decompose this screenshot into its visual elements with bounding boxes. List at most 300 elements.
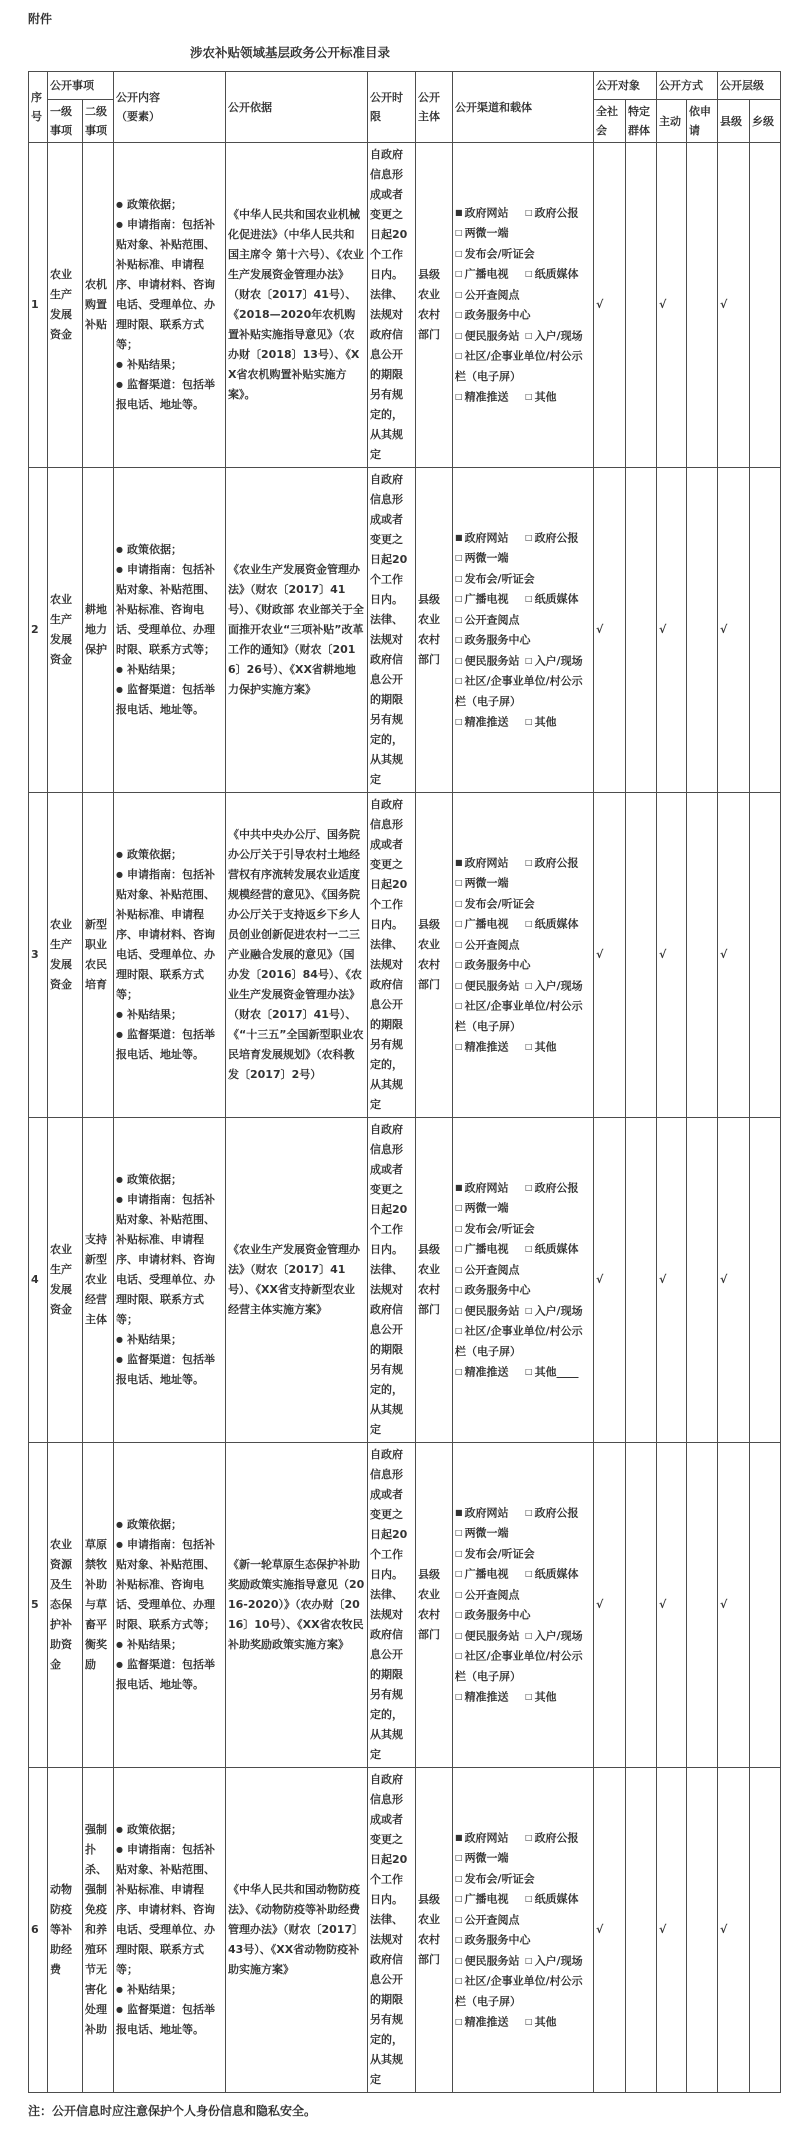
- checkbox-empty-icon: □: [455, 1853, 463, 1863]
- channel-line: [455, 671, 591, 712]
- cell-basis: 《中华人民共和国动物防疫法》、《动物防疫等补助经费管理办法》（财农〔2017〕43号）、《XX省动物防疫补助实施方案》: [226, 1768, 368, 2093]
- channel-option: [455, 1828, 525, 1849]
- checkbox-empty-icon: □: [455, 635, 463, 645]
- cell-check-county: √: [718, 793, 750, 1118]
- channel-label: 便民服务站: [464, 1954, 520, 1968]
- channel-line: [455, 528, 591, 549]
- checkbox-empty-icon: □: [525, 1305, 533, 1315]
- channel-option: [525, 264, 591, 285]
- cell-check-on-request: [687, 793, 718, 1118]
- cell-check-specific: [626, 1118, 657, 1443]
- checkbox-empty-icon: □: [455, 573, 463, 583]
- channel-line: [455, 651, 591, 672]
- col-header-time-limit: 公开时限: [368, 72, 416, 143]
- channel-option: [455, 853, 525, 874]
- channel-line: [455, 548, 591, 589]
- checkbox-empty-icon: □: [455, 1366, 463, 1376]
- channel-option: [455, 1930, 591, 1951]
- channel-option: [525, 976, 591, 997]
- channel-option: [455, 873, 525, 894]
- content-bullet-item: ● 申请指南：包括补贴对象、补贴范围、补贴标准、申请程序、申请材料、咨询电话、受理单位、办理时限、联系方式等；: [116, 215, 223, 355]
- checkbox-empty-icon: □: [455, 1976, 463, 1986]
- checkbox-empty-icon: □: [455, 716, 463, 726]
- channel-option: [455, 1646, 591, 1687]
- channel-option: [525, 528, 591, 549]
- channel-line: [455, 326, 591, 347]
- cell-check-specific: [626, 468, 657, 793]
- col-header-target-specific: 特定群体: [626, 100, 657, 143]
- channel-label: 公开查阅点: [464, 1588, 520, 1602]
- checkbox-empty-icon: □: [455, 330, 463, 340]
- cell-check-all-society: √: [594, 1443, 626, 1768]
- cell-seq: 3: [29, 793, 48, 1118]
- checkbox-empty-icon: □: [525, 1955, 533, 1965]
- cell-check-on-request: [687, 1768, 718, 2093]
- content-bullet-item: ● 补贴结果；: [116, 355, 223, 375]
- content-bullet-item: ● 政策依据；: [116, 845, 223, 865]
- channel-line: [455, 914, 591, 935]
- channel-label: 精准推送: [464, 1365, 509, 1379]
- channel-label: 政府公报: [534, 1506, 579, 1520]
- checkbox-empty-icon: □: [525, 1507, 533, 1517]
- channel-line: [455, 1889, 591, 1910]
- channel-option: [455, 1889, 525, 1910]
- channel-option: [455, 1523, 525, 1544]
- channel-line: [455, 873, 591, 914]
- checkbox-empty-icon: □: [525, 1366, 533, 1376]
- table-row: [29, 143, 781, 468]
- channel-option: [525, 1503, 591, 1524]
- channel-label: 社区/企事业单位/村公示栏（电子屏）: [455, 999, 583, 1033]
- channel-option: [455, 976, 525, 997]
- channel-option: [455, 1301, 525, 1322]
- channel-label: 政务服务中心: [464, 308, 531, 322]
- channel-option: [455, 1564, 525, 1585]
- checkbox-empty-icon: □: [525, 330, 533, 340]
- checkbox-empty-icon: □: [455, 289, 463, 299]
- content-bullet-item: ● 申请指南：包括补贴对象、补贴范围、补贴标准、申请程序、申请材料、咨询电话、受理单位、办理时限、联系方式等；: [116, 1190, 223, 1330]
- cell-subject: 县级农业农村部门: [416, 793, 453, 1118]
- checkbox-empty-icon: □: [455, 939, 463, 949]
- cell-time-limit: 自政府信息形成或者变更之日起20个工作日内。法律、法规对政府信息公开的期限另有规定的，从其规定: [368, 143, 416, 468]
- cell-content: [114, 468, 226, 793]
- cell-level2: 农机购置补贴: [83, 143, 114, 468]
- cell-check-active: √: [657, 1118, 687, 1443]
- channel-option: [455, 671, 591, 712]
- cell-check-active: √: [657, 468, 687, 793]
- cell-check-township: [750, 1768, 781, 2093]
- channel-option: [525, 387, 591, 408]
- channel-option: [455, 589, 525, 610]
- col-header-level-county: 县级: [718, 100, 750, 143]
- channel-label: 广播电视: [464, 592, 509, 606]
- checkbox-empty-icon: □: [455, 248, 463, 258]
- channel-label: 精准推送: [464, 2015, 509, 2029]
- checkbox-empty-icon: □: [455, 351, 463, 361]
- channel-option: [525, 853, 591, 874]
- channel-option: [525, 1828, 591, 1849]
- channel-option: [455, 569, 591, 590]
- content-bullet-item: ● 补贴结果；: [116, 1980, 223, 2000]
- channel-option: [455, 305, 591, 326]
- checkbox-empty-icon: □: [455, 1894, 463, 1904]
- checkbox-empty-icon: □: [455, 594, 463, 604]
- table-row: [29, 1118, 781, 1443]
- checkbox-empty-icon: □: [455, 1955, 463, 1965]
- channel-label: 广播电视: [464, 1242, 509, 1256]
- checkbox-empty-icon: □: [525, 594, 533, 604]
- cell-check-county: √: [718, 1768, 750, 2093]
- checkbox-empty-icon: □: [455, 1589, 463, 1599]
- content-bullet-item: ● 监督渠道：包括举报电话、地址等。: [116, 1025, 223, 1065]
- cell-basis: 《中华人民共和国农业机械化促进法》（中华人民共和国主席令 第十六号）、《农业生产发展资金管理办法》（财农〔2017〕41号）、《2018—2020年农机购置补贴实施指导意见》（农办财〔2018〕13号）、《XX省农机购置补贴实施方案》。: [226, 143, 368, 468]
- checkbox-empty-icon: □: [525, 1691, 533, 1701]
- channel-line: [455, 1362, 591, 1383]
- channel-option: [455, 894, 591, 915]
- content-bullet-item: ● 政策依据；: [116, 540, 223, 560]
- content-bullet-item: ● 监督渠道：包括举报电话、地址等。: [116, 1655, 223, 1695]
- channel-line: [455, 1848, 591, 1889]
- cell-level2: 强制扑杀、强制免疫和养殖环节无害化处理补助: [83, 1768, 114, 2093]
- channel-line: [455, 1178, 591, 1199]
- table-row: [29, 793, 781, 1118]
- checkbox-empty-icon: □: [525, 1569, 533, 1579]
- channel-label: 入户/现场: [534, 979, 583, 993]
- channel-label: 两微一端: [464, 226, 509, 240]
- checkbox-empty-icon: □: [455, 1691, 463, 1701]
- channel-line: [455, 1951, 591, 1972]
- channel-option: [525, 1301, 591, 1322]
- channel-label: 社区/企事业单位/村公示栏（电子屏）: [455, 349, 583, 383]
- col-header-seq: 序号: [29, 72, 48, 143]
- channel-option: [525, 203, 591, 224]
- cell-check-active: √: [657, 793, 687, 1118]
- channel-option: [455, 630, 591, 651]
- channel-label: 政务服务中心: [464, 1933, 531, 1947]
- channel-line: [455, 1585, 591, 1626]
- channel-line: [455, 1321, 591, 1362]
- channel-option: [525, 914, 591, 935]
- content-bullet-item: ● 政策依据；: [116, 1515, 223, 1535]
- cell-check-township: [750, 1443, 781, 1768]
- channel-option: [525, 326, 591, 347]
- channel-option: [525, 589, 591, 610]
- checkbox-empty-icon: □: [455, 310, 463, 320]
- channel-option: [455, 1280, 591, 1301]
- channel-line: [455, 1260, 591, 1301]
- channel-line: [455, 1626, 591, 1647]
- col-header-matter: 公开事项: [48, 72, 114, 100]
- checkbox-empty-icon: □: [525, 1894, 533, 1904]
- channel-option: [455, 1848, 525, 1869]
- content-bullet-item: ● 申请指南：包括补贴对象、补贴范围、补贴标准、咨询电话、受理单位、办理时限、联系方式等；: [116, 560, 223, 660]
- channel-line: [455, 2012, 591, 2033]
- channel-label: 政府网站: [464, 531, 509, 545]
- checkbox-empty-icon: □: [525, 1041, 533, 1051]
- checkbox-filled-icon: ■: [455, 532, 463, 542]
- cell-check-county: √: [718, 468, 750, 793]
- cell-seq: 6: [29, 1768, 48, 2093]
- table-row: [29, 468, 781, 793]
- checkbox-empty-icon: □: [525, 980, 533, 990]
- channel-line: [455, 976, 591, 997]
- content-bullet-item: ● 补贴结果；: [116, 660, 223, 680]
- cell-level1: 农业生产发展资金: [48, 793, 83, 1118]
- channel-line: [455, 1971, 591, 2012]
- channel-label: 其他: [534, 715, 557, 729]
- channel-label: 广播电视: [464, 267, 509, 281]
- channel-option: [525, 712, 591, 733]
- checkbox-empty-icon: □: [455, 228, 463, 238]
- channel-option: [455, 1687, 525, 1708]
- channel-option: [525, 1889, 591, 1910]
- channel-option: [455, 203, 525, 224]
- channel-label: 政务服务中心: [464, 958, 531, 972]
- cell-check-active: √: [657, 1768, 687, 2093]
- checkbox-empty-icon: □: [455, 1203, 463, 1213]
- channel-option: [455, 1585, 525, 1606]
- cell-check-all-society: √: [594, 1768, 626, 2093]
- cell-seq: 1: [29, 143, 48, 468]
- cell-content: [114, 1443, 226, 1768]
- cell-seq: 5: [29, 1443, 48, 1768]
- channel-label: 发布会/听证会: [464, 247, 535, 261]
- cell-check-specific: [626, 1768, 657, 2093]
- cell-content: [114, 1768, 226, 2093]
- col-header-content: [114, 72, 226, 143]
- channel-option: [455, 914, 525, 935]
- channel-label: 其他____: [534, 1365, 579, 1379]
- col-header-subject: 公开主体: [416, 72, 453, 143]
- channel-option: [455, 1178, 525, 1199]
- col-header-level: 公开层级: [718, 72, 781, 100]
- channel-label: 政府公报: [534, 531, 579, 545]
- channel-option: [455, 712, 525, 733]
- content-bullet-item: ● 政策依据；: [116, 195, 223, 215]
- channel-label: 其他: [534, 1690, 557, 1704]
- content-bullet-item: ● 补贴结果；: [116, 1635, 223, 1655]
- checkbox-filled-icon: ■: [455, 207, 463, 217]
- channel-line: [455, 1503, 591, 1524]
- channel-label: 入户/现场: [534, 329, 583, 343]
- cell-channels: [453, 1443, 594, 1768]
- col-header-method-request: 依申请: [687, 100, 718, 143]
- col-header-method: 公开方式: [657, 72, 718, 100]
- cell-subject: 县级农业农村部门: [416, 1443, 453, 1768]
- channel-label: 广播电视: [464, 1567, 509, 1581]
- channel-option: [455, 996, 591, 1037]
- cell-check-all-society: √: [594, 1118, 626, 1443]
- channel-label: 两微一端: [464, 1851, 509, 1865]
- channel-option: [455, 1198, 525, 1219]
- content-bullet-item: ● 监督渠道：包括举报电话、地址等。: [116, 375, 223, 415]
- channel-option: [525, 1564, 591, 1585]
- channel-label: 广播电视: [464, 1892, 509, 1906]
- channel-label: 政府公报: [534, 206, 579, 220]
- channel-label: 社区/企事业单位/村公示栏（电子屏）: [455, 1974, 583, 2008]
- channel-line: [455, 387, 591, 408]
- checkbox-empty-icon: □: [455, 1305, 463, 1315]
- cell-level1: 农业生产发展资金: [48, 1118, 83, 1443]
- cell-time-limit: 自政府信息形成或者变更之日起20个工作日内。法律、法规对政府信息公开的期限另有规定的，从其规定: [368, 793, 416, 1118]
- channel-option: [455, 528, 525, 549]
- channel-label: 政府网站: [464, 206, 509, 220]
- channel-label: 发布会/听证会: [464, 897, 535, 911]
- cell-check-township: [750, 793, 781, 1118]
- cell-check-county: √: [718, 143, 750, 468]
- channel-label: 政府网站: [464, 1181, 509, 1195]
- channel-line: [455, 1646, 591, 1687]
- channel-label: 便民服务站: [464, 979, 520, 993]
- cell-channels: [453, 793, 594, 1118]
- channel-label: 政府公报: [534, 1831, 579, 1845]
- channel-line: [455, 1564, 591, 1585]
- channel-line: [455, 264, 591, 285]
- channel-label: 便民服务站: [464, 1304, 520, 1318]
- cell-check-specific: [626, 1443, 657, 1768]
- channel-option: [455, 1260, 525, 1281]
- checkbox-filled-icon: ■: [455, 1182, 463, 1192]
- checkbox-empty-icon: □: [455, 391, 463, 401]
- channel-label: 公开查阅点: [464, 288, 520, 302]
- checkbox-empty-icon: □: [455, 553, 463, 563]
- standards-table: [28, 71, 781, 2093]
- content-bullet-item: ● 申请指南：包括补贴对象、补贴范围、补贴标准、咨询电话、受理单位、办理时限、联系方式等；: [116, 1535, 223, 1635]
- cell-channels: [453, 1118, 594, 1443]
- cell-seq: 2: [29, 468, 48, 793]
- checkbox-empty-icon: □: [455, 655, 463, 665]
- cell-content: [114, 1118, 226, 1443]
- channel-label: 公开查阅点: [464, 938, 520, 952]
- checkbox-empty-icon: □: [525, 919, 533, 929]
- col-header-target-all: 全社会: [594, 100, 626, 143]
- channel-option: [455, 955, 591, 976]
- checkbox-empty-icon: □: [455, 614, 463, 624]
- content-bullet-item: ● 监督渠道：包括举报电话、地址等。: [116, 2000, 223, 2040]
- checkbox-empty-icon: □: [455, 1569, 463, 1579]
- checkbox-empty-icon: □: [525, 532, 533, 542]
- channel-label: 政务服务中心: [464, 1283, 531, 1297]
- channel-label: 便民服务站: [464, 329, 520, 343]
- col-header-method-active: 主动: [657, 100, 687, 143]
- cell-check-on-request: [687, 1443, 718, 1768]
- channel-option: [455, 651, 525, 672]
- channel-label: 政府公报: [534, 1181, 579, 1195]
- channel-label: 政府网站: [464, 856, 509, 870]
- channel-label: 便民服务站: [464, 1629, 520, 1643]
- channel-line: [455, 935, 591, 976]
- checkbox-empty-icon: □: [455, 1285, 463, 1295]
- channel-label: 精准推送: [464, 715, 509, 729]
- col-header-channels: 公开渠道和载体: [453, 72, 594, 143]
- table-row: [29, 1443, 781, 1768]
- cell-check-township: [750, 1118, 781, 1443]
- channel-label: 纸质媒体: [534, 1892, 579, 1906]
- channel-option: [525, 1626, 591, 1647]
- checkbox-empty-icon: □: [525, 716, 533, 726]
- checkbox-empty-icon: □: [525, 269, 533, 279]
- channel-option: [455, 610, 525, 631]
- channel-option: [455, 387, 525, 408]
- channel-label: 精准推送: [464, 1040, 509, 1054]
- checkbox-empty-icon: □: [455, 269, 463, 279]
- cell-level2: 新型职业农民培育: [83, 793, 114, 1118]
- channel-label: 发布会/听证会: [464, 1872, 535, 1886]
- col-header-basis: 公开依据: [226, 72, 368, 143]
- channel-label: 发布会/听证会: [464, 1547, 535, 1561]
- cell-level2: 支持新型农业经营主体: [83, 1118, 114, 1443]
- channel-line: [455, 1037, 591, 1058]
- content-bullet-item: ● 政策依据；: [116, 1820, 223, 1840]
- checkbox-empty-icon: □: [455, 919, 463, 929]
- checkbox-empty-icon: □: [455, 1223, 463, 1233]
- channel-option: [455, 244, 591, 265]
- channel-label: 两微一端: [464, 1526, 509, 1540]
- cell-check-specific: [626, 143, 657, 468]
- cell-check-on-request: [687, 1118, 718, 1443]
- content-bullet-item: ● 监督渠道：包括举报电话、地址等。: [116, 1350, 223, 1390]
- channel-option: [455, 1239, 525, 1260]
- cell-check-active: √: [657, 1443, 687, 1768]
- checkbox-empty-icon: □: [455, 1244, 463, 1254]
- channel-label: 入户/现场: [534, 1629, 583, 1643]
- channel-line: [455, 1687, 591, 1708]
- checkbox-empty-icon: □: [455, 1041, 463, 1051]
- channel-label: 入户/现场: [534, 654, 583, 668]
- channel-label: 其他: [534, 2015, 557, 2029]
- channel-label: 入户/现场: [534, 1304, 583, 1318]
- channel-line: [455, 712, 591, 733]
- cell-basis: 《中共中央办公厅、国务院办公厅关于引导农村土地经营权有序流转发展农业适度规模经营的意见》、《国务院办公厅关于支持返乡下乡人员创业创新促进农村一二三产业融合发展的意见》（国办发〔2016〕84号）、《农业生产发展资金管理办法》（财农〔2017〕41号）、《“十三五”全国新型职业农民培育发展规划》（农科教发〔2017〕2号）: [226, 793, 368, 1118]
- cell-level2: 草原禁牧补助与草畜平衡奖励: [83, 1443, 114, 1768]
- channel-label: 便民服务站: [464, 654, 520, 668]
- table-row: [29, 1768, 781, 2093]
- cell-level1: 农业生产发展资金: [48, 468, 83, 793]
- channel-label: 政府网站: [464, 1506, 509, 1520]
- checkbox-empty-icon: □: [455, 878, 463, 888]
- checkbox-empty-icon: □: [525, 1182, 533, 1192]
- channel-label: 政府网站: [464, 1831, 509, 1845]
- channel-label: 政务服务中心: [464, 633, 531, 647]
- channel-option: [455, 1503, 525, 1524]
- checkbox-empty-icon: □: [455, 1630, 463, 1640]
- checkbox-empty-icon: □: [455, 1651, 463, 1661]
- cell-time-limit: 自政府信息形成或者变更之日起20个工作日内。法律、法规对政府信息公开的期限另有规定的，从其规定: [368, 1443, 416, 1768]
- channel-option: [455, 1219, 591, 1240]
- cell-check-on-request: [687, 143, 718, 468]
- channel-label: 发布会/听证会: [464, 1222, 535, 1236]
- cell-subject: 县级农业农村部门: [416, 143, 453, 468]
- col-header-level2: 二级事项: [83, 100, 114, 143]
- channel-label: 公开查阅点: [464, 613, 520, 627]
- cell-check-county: √: [718, 1118, 750, 1443]
- checkbox-empty-icon: □: [455, 1001, 463, 1011]
- channel-option: [455, 1971, 591, 2012]
- channel-line: [455, 996, 591, 1037]
- checkbox-empty-icon: □: [455, 1873, 463, 1883]
- cell-seq: 4: [29, 1118, 48, 1443]
- channel-label: 广播电视: [464, 917, 509, 931]
- channel-label: 发布会/听证会: [464, 572, 535, 586]
- checkbox-empty-icon: □: [525, 655, 533, 665]
- checkbox-empty-icon: □: [455, 1548, 463, 1558]
- channel-line: [455, 346, 591, 387]
- channel-label: 公开查阅点: [464, 1263, 520, 1277]
- col-header-content-line2: （要素）: [116, 110, 160, 123]
- content-bullet-item: ● 政策依据；: [116, 1170, 223, 1190]
- channel-label: 公开查阅点: [464, 1913, 520, 1927]
- channel-line: [455, 285, 591, 326]
